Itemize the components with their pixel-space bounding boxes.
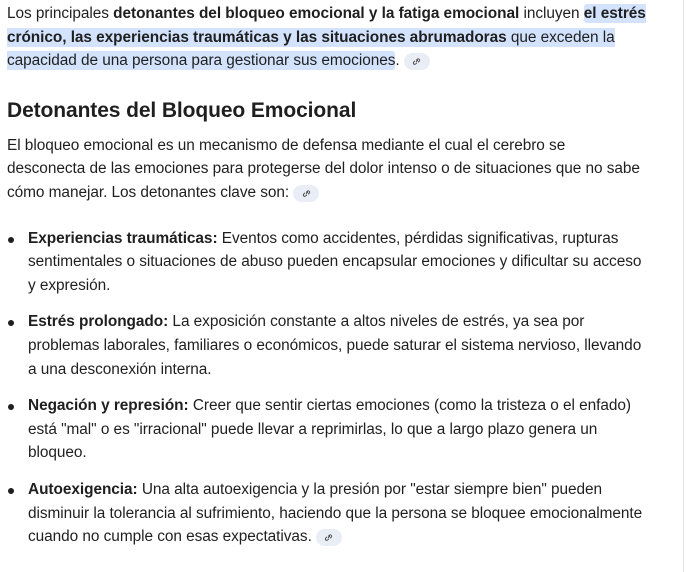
- link-icon: [411, 56, 422, 67]
- list-item: [7, 394, 647, 465]
- intro-paragraph: [7, 2, 647, 73]
- list-item-text: Eventos como accidentes, pérdidas significativas, rupturas sentimentales o situaciones de abuso pueden encapsular emociones y dificultar su acceso y expresión.: [28, 229, 642, 294]
- section-paragraph-text: El bloqueo emocional es un mecanismo de defensa mediante el cual el cerebro se desconecta de las emociones para protegerse del dolor intenso o de situaciones que no sabe cómo manejar. Los detonantes clave son:: [7, 136, 640, 201]
- bullet-icon: [8, 320, 14, 326]
- intro-text-mid: incluyen: [519, 5, 584, 22]
- citation-chip[interactable]: [316, 529, 342, 546]
- response-content: [7, 0, 647, 562]
- intro-period: .: [395, 52, 400, 70]
- bullet-icon: [8, 404, 14, 410]
- highlighted-bold-phrase: el estrés crónico, las experiencias traumáticas y las situaciones abrumadoras: [7, 5, 646, 46]
- intro-text-start: Los principales: [7, 5, 114, 22]
- citation-chip[interactable]: [404, 53, 430, 70]
- side-panel-edge: [683, 0, 688, 572]
- triggers-list: [7, 227, 647, 549]
- list-item: [7, 310, 647, 381]
- list-item-label: Experiencias traumáticas:: [28, 229, 218, 247]
- link-icon: [323, 532, 334, 543]
- section-paragraph: [7, 134, 647, 205]
- highlighted-phrase: que exceden la capacidad de una persona para gestionar sus emociones: [7, 28, 615, 70]
- citation-chip[interactable]: [293, 185, 319, 202]
- list-item-text: La exposición constante a altos niveles de estrés, ya sea por problemas laborales, familiares o económicos, puede saturar el sistema nervioso, llevando a una desconexión interna.: [28, 313, 642, 378]
- list-item-label: Autoexigencia:: [28, 480, 138, 498]
- section-heading: Detonantes del Bloqueo Emocional: [7, 98, 357, 122]
- list-item-label: Estrés prolongado:: [28, 313, 169, 331]
- list-item: [7, 478, 647, 549]
- list-item: [7, 227, 647, 298]
- list-item-label: Negación y represión:: [28, 397, 189, 415]
- link-icon: [301, 188, 312, 199]
- list-item-text: Creer que sentir ciertas emociones (como la tristeza o el enfado) está "mal" o es "irracional" puede llevar a reprimirlas, lo que a largo plazo genera un bloqueo.: [28, 397, 631, 462]
- bullet-icon: [8, 488, 14, 494]
- bullet-icon: [8, 237, 14, 243]
- intro-bold-phrase: detonantes del bloqueo emocional y la fatiga emocional: [113, 5, 520, 22]
- list-item-text: Una alta autoexigencia y la presión por "estar siempre bien" pueden disminuir la tolerancia al sufrimiento, haciendo que la persona se bloquee emocionalmente cuando no cumple con esas expectativas.: [28, 480, 643, 546]
